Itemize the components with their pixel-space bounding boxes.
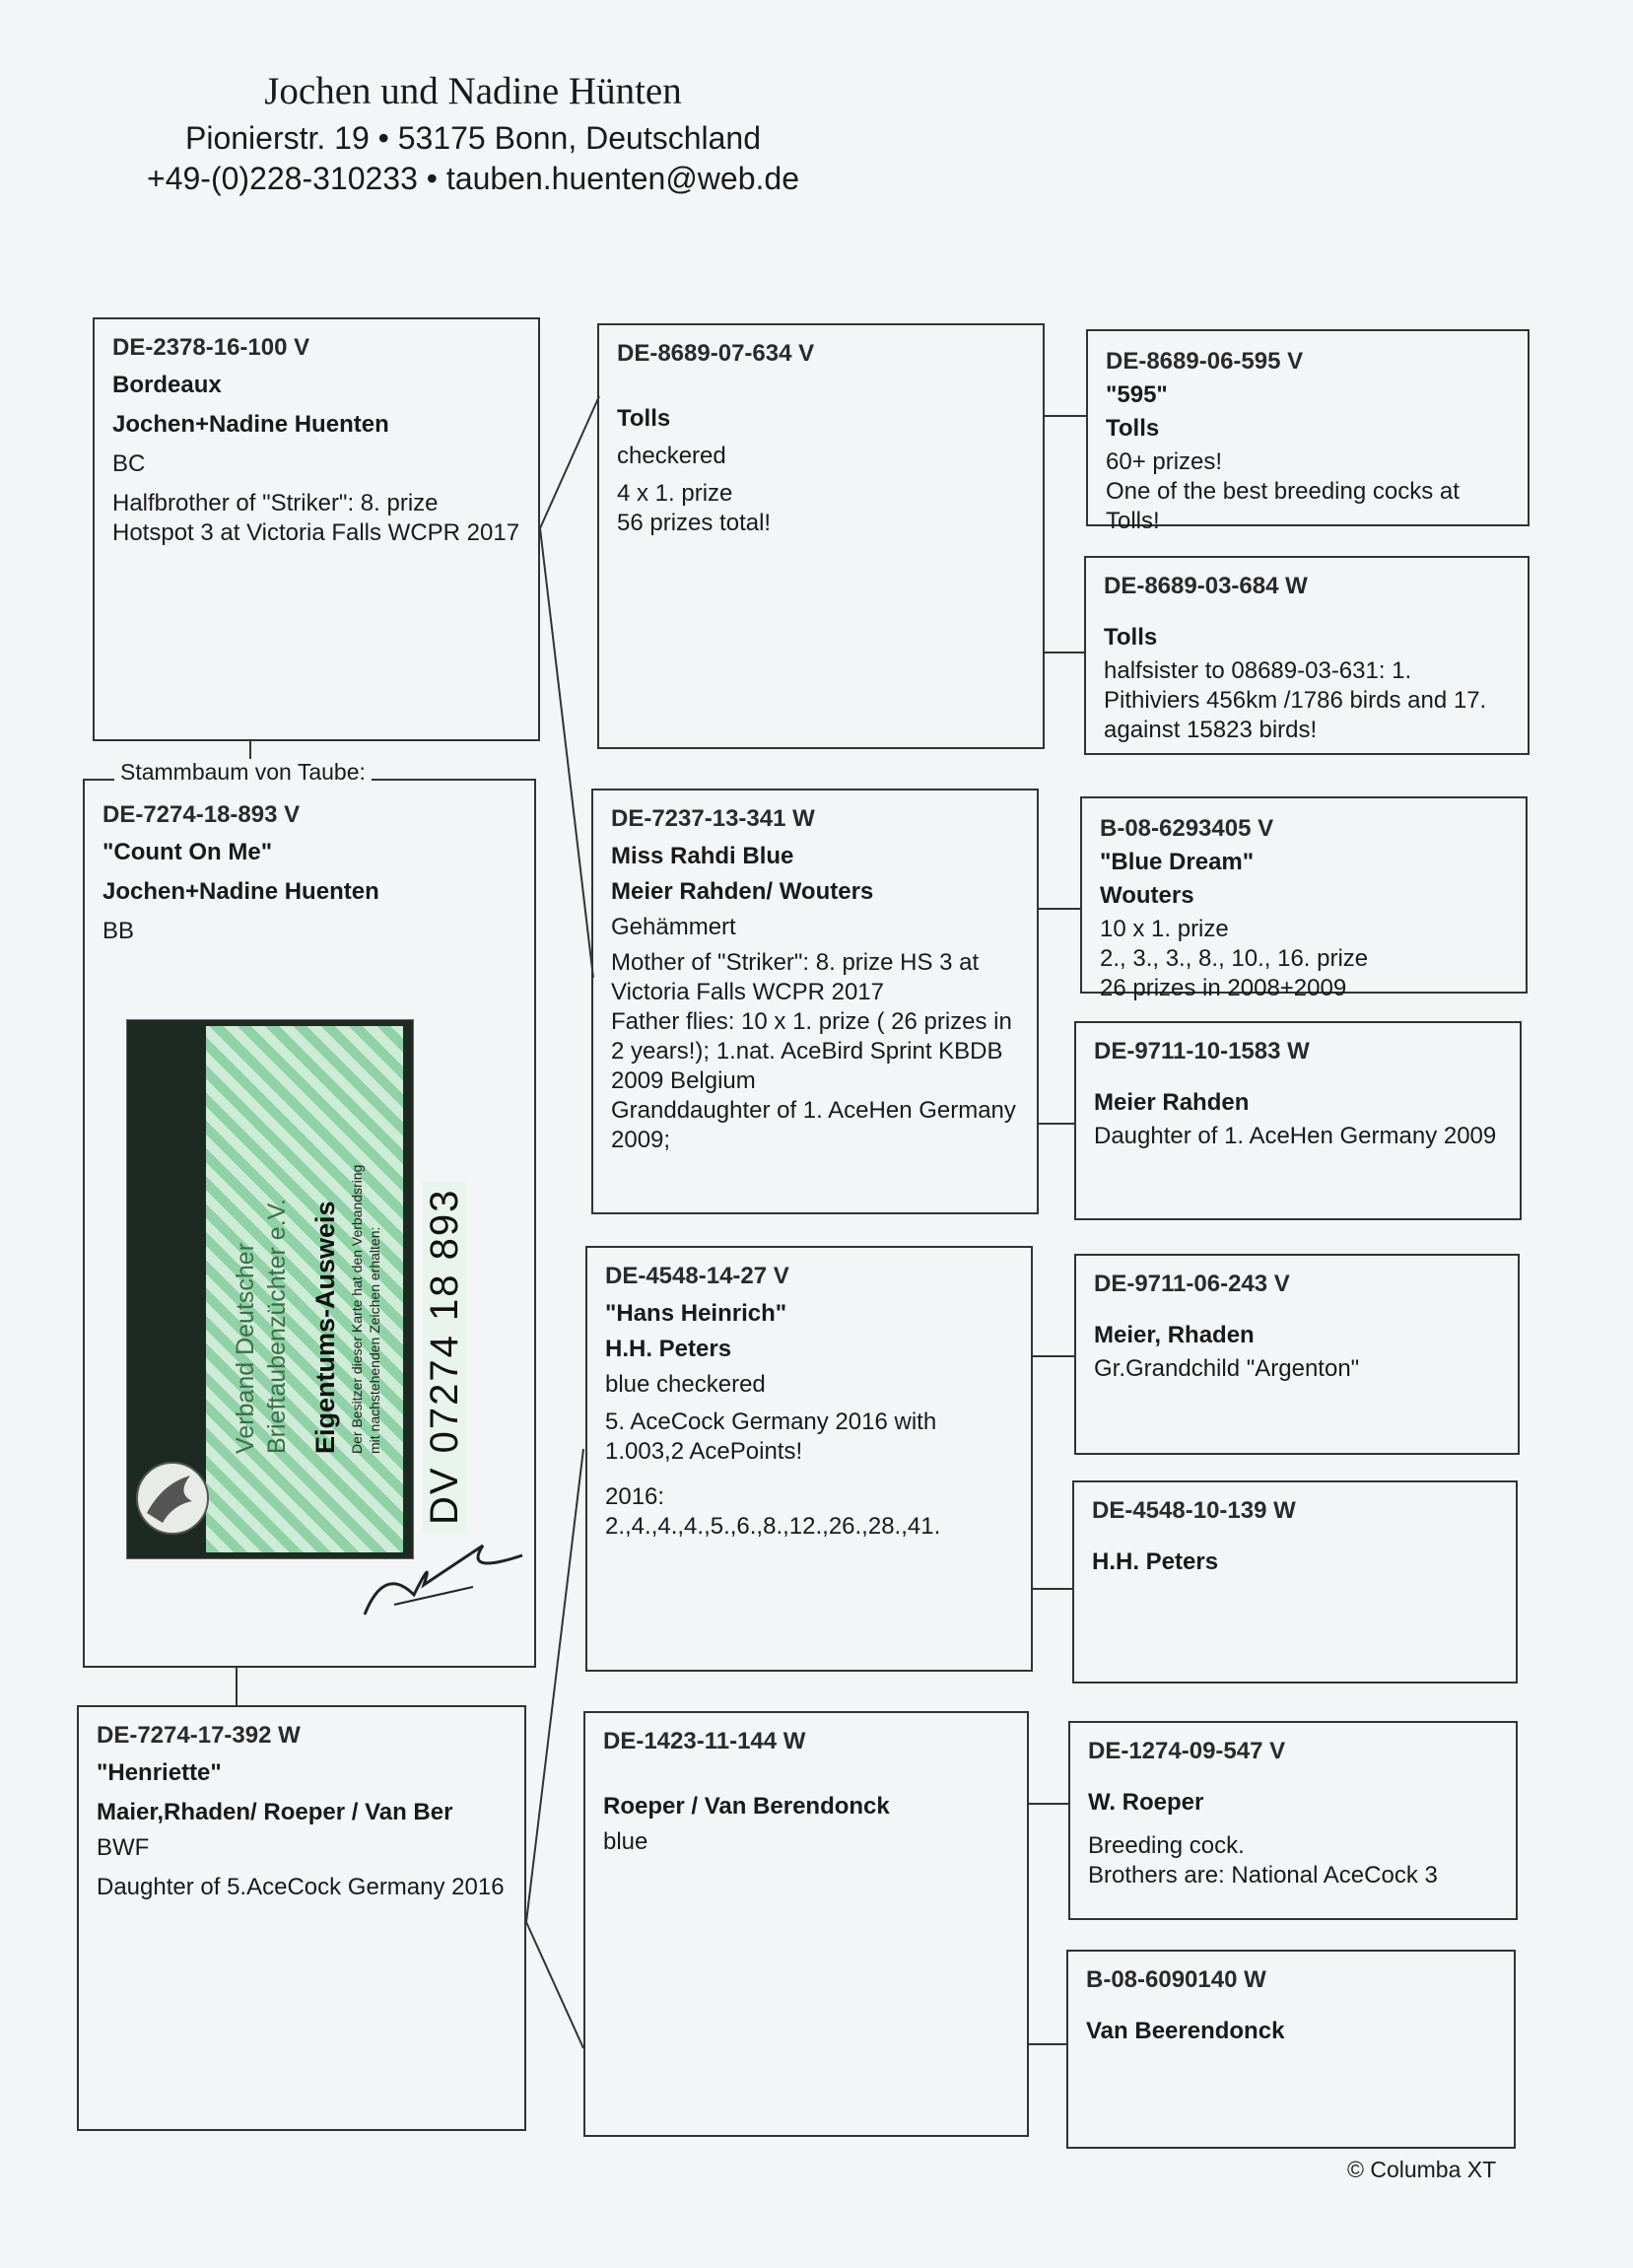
notes-2016: 2016: 2.,4.,4.,4.,5.,6.,8.,12.,26.,28.,41. — [605, 1483, 941, 1540]
color: BWF — [97, 1834, 150, 1861]
breeder: H.H. Peters — [605, 1336, 732, 1362]
box-gg3 — [1080, 796, 1528, 1001]
box-gg2 — [1084, 556, 1530, 755]
ring-number: DE-7237-13-341 W — [611, 805, 815, 832]
pigeon-name: H.H. Peters — [1092, 1548, 1219, 1575]
pigeon-name: Miss Rahdi Blue — [611, 843, 794, 869]
box-mother-father — [585, 1246, 1033, 1672]
ring-number: DE-8689-06-595 V — [1106, 348, 1304, 375]
card-note-line1: Der Besitzer dieser Karte hat den Verbandsring — [349, 1164, 365, 1454]
box-gg5 — [1074, 1254, 1520, 1455]
box-sibling-father — [597, 323, 1045, 749]
color: blue checkered — [605, 1371, 766, 1398]
box-sibling — [93, 317, 540, 741]
ring-number: DE-2378-16-100 V — [112, 334, 310, 361]
ring-number: DE-9711-06-243 V — [1094, 1271, 1290, 1297]
pigeon-emblem-icon — [133, 1454, 212, 1543]
box-gg6 — [1072, 1480, 1518, 1684]
ring-number: DE-4548-10-139 W — [1092, 1497, 1296, 1524]
breeder: Meier Rahden/ Wouters — [611, 878, 874, 905]
pigeon-name: Tolls — [1104, 624, 1158, 651]
box-gg7 — [1068, 1721, 1518, 1920]
breeder: Tolls — [1106, 415, 1160, 442]
signature-icon — [355, 1526, 532, 1624]
notes: Daughter of 1. AceHen Germany 2009 — [1094, 1123, 1497, 1149]
pigeon-name: Van Beerendonck — [1086, 2018, 1285, 2044]
notes: 60+ prizes! One of the best breeding cocks at Tolls! — [1106, 448, 1460, 534]
breeder: Maier,Rhaden/ Roeper / Van Ber — [97, 1799, 453, 1825]
notes: Mother of "Striker": 8. prize HS 3 at Victoria Falls WCPR 2017 Father flies: 10 x 1. prize ( 26 prizes in 2 years!); 1.nat. AceBird Sprint KBDB 2009 Belgium Granddaughter of 1. AceHen Germany 2009; — [611, 949, 1016, 1153]
box-gg1 — [1086, 329, 1530, 534]
card-note — [348, 1165, 383, 1454]
pigeon-name: "595" — [1106, 381, 1168, 408]
connector-sibling-father — [540, 396, 599, 528]
pigeon-name: Roeper / Van Berendonck — [603, 1793, 890, 1820]
box-gg8 — [1066, 1950, 1516, 2149]
color: checkered — [617, 443, 726, 469]
breeder: Wouters — [1100, 882, 1194, 909]
box-mother-mother — [583, 1711, 1029, 2137]
breeder-address: Pionierstr. 19 • 53175 Bonn, Deutschland — [184, 120, 762, 156]
card-title: Eigentums-Ausweis — [310, 1201, 340, 1454]
footer-copyright: © Columba XT — [1347, 2157, 1497, 2182]
pigeon-name: "Blue Dream" — [1100, 849, 1255, 875]
ring-number: B-08-6090140 W — [1086, 1966, 1266, 1993]
card-organization — [230, 1199, 293, 1454]
pigeon-name: Meier, Rhaden — [1094, 1322, 1255, 1348]
stammbaum-label: Stammbaum von Taube: — [114, 759, 372, 786]
ring-number: DE-9711-10-1583 W — [1094, 1038, 1310, 1065]
notes: 5. AceCock Germany 2016 with 1.003,2 AcePoints! — [605, 1409, 943, 1465]
color: blue — [603, 1828, 648, 1855]
card-note-line2: mit nachstehenden Zeichen erhalten: — [367, 1226, 382, 1454]
breeder-contact: +49-(0)228-310233 • tauben.huenten@web.de — [147, 161, 799, 196]
notes: halfsister to 08689-03-631: 1. Pithiviers 456km /1786 birds and 17. against 15823 birds! — [1104, 657, 1493, 743]
card-ring-number: DV 07274 18 893 — [423, 1181, 467, 1533]
ring-number: DE-7274-17-392 W — [97, 1722, 301, 1749]
box-sibling-mother — [591, 789, 1039, 1214]
ring-number: DE-8689-03-684 W — [1104, 573, 1308, 599]
pigeon-name: "Hans Heinrich" — [605, 1300, 787, 1327]
ring-number: B-08-6293405 V — [1100, 815, 1274, 842]
box-mother — [77, 1705, 526, 2131]
pigeon-name: W. Roeper — [1088, 1789, 1204, 1816]
box-gg4 — [1074, 1021, 1522, 1220]
color: BC — [112, 450, 146, 477]
notes: Halfbrother of "Striker": 8. prize Hotspot 3 at Victoria Falls WCPR 2017 — [112, 490, 520, 546]
ownership-card — [126, 1019, 466, 1559]
pigeon-name: Meier Rahden — [1094, 1089, 1250, 1116]
connector-mother-mother — [526, 1922, 583, 2048]
color: BB — [102, 918, 135, 944]
pigeon-name: Tolls — [617, 405, 671, 432]
breeder: Jochen+Nadine Huenten — [102, 878, 379, 905]
ring-number: DE-8689-07-634 V — [617, 340, 815, 367]
breeder: Jochen+Nadine Huenten — [112, 411, 389, 438]
notes: Daughter of 5.AceCock Germany 2016 — [97, 1874, 505, 1900]
card-edge-bar — [403, 1026, 413, 1552]
color: Gehämmert — [611, 914, 736, 940]
connector-sibling-mother — [540, 528, 593, 978]
pigeon-name: "Henriette" — [97, 1759, 222, 1786]
notes: Breeding cock. Brothers are: National AceCock 3 — [1088, 1832, 1438, 1889]
notes: 10 x 1. prize 2., 3., 3., 8., 10., 16. prize 26 prizes in 2008+2009 — [1100, 916, 1369, 1001]
ring-number: DE-4548-14-27 V — [605, 1263, 789, 1289]
pigeon-name: Bordeaux — [112, 372, 222, 398]
pigeon-name: "Count On Me" — [102, 839, 273, 865]
ring-number: DE-7274-18-893 V — [102, 801, 301, 828]
ring-number: DE-1423-11-144 W — [603, 1728, 806, 1754]
card-org-line2: Brieftaubenzüchter e.V. — [263, 1199, 291, 1454]
notes: Gr.Grandchild "Argenton" — [1094, 1355, 1360, 1382]
card-org-line1: Verband Deutscher — [232, 1242, 259, 1454]
breeder-name: Jochen und Nadine Hünten — [264, 70, 682, 112]
ring-number: DE-1274-09-547 V — [1088, 1738, 1286, 1764]
notes: 4 x 1. prize 56 prizes total! — [617, 480, 772, 536]
